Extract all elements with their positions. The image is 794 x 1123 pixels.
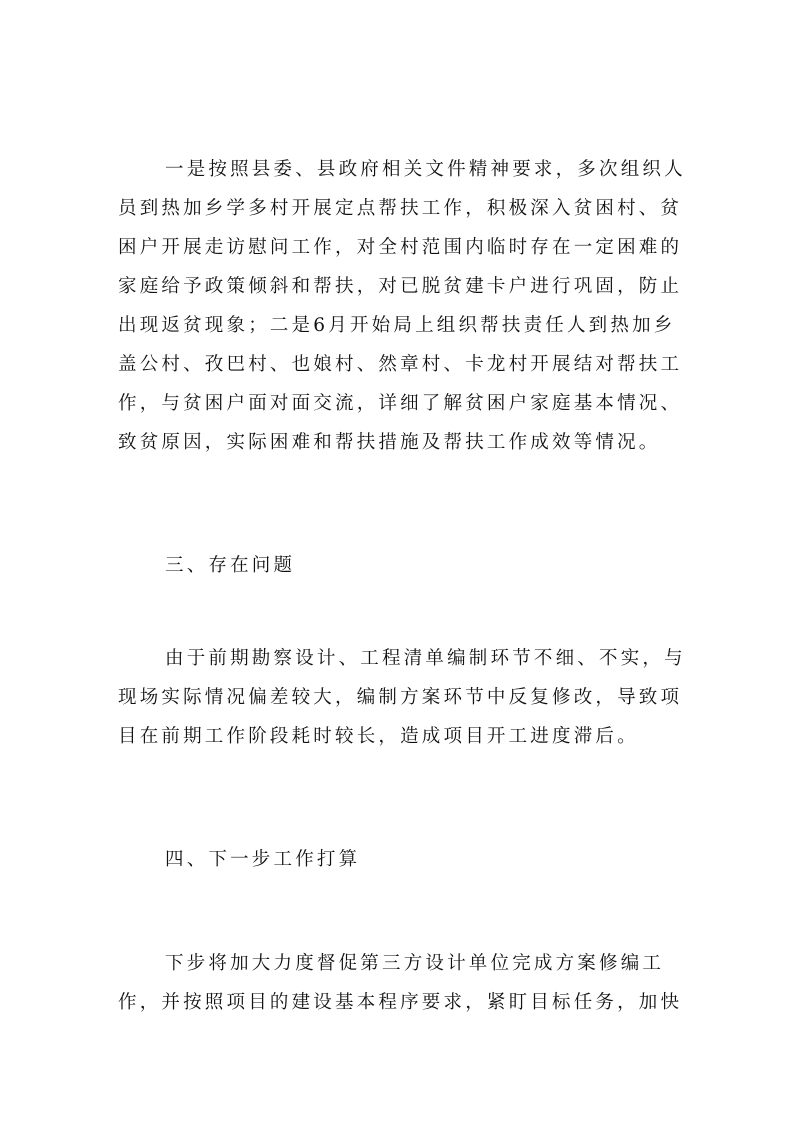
paragraph-2-line-2: 现场实际情况偏差较大，编制方案环节中反复修改，导致项	[118, 687, 683, 708]
section-heading-3: 三、存在问题	[165, 555, 296, 576]
paragraph-1-line-1: 一是按照县委、县政府相关文件精神要求，多次组织人	[165, 159, 686, 180]
paragraph-1-line-5: 出现返贫现象；二是6月开始局上组织帮扶责任人到热加乡	[118, 315, 676, 336]
paragraph-1-line-3: 困户开展走访慰问工作，对全村范围内临时存在一定困难的	[118, 237, 683, 258]
paragraph-3-line-2: 作，并按照项目的建设基本程序要求，紧盯目标任务，加快	[118, 992, 683, 1013]
paragraph-1-line-7: 作，与贫困户面对面交流，详细了解贫困户家庭基本情况、	[118, 393, 683, 414]
paragraph-2-line-3: 目在前期工作阶段耗时较长，造成项目开工进度滞后。	[118, 726, 639, 747]
paragraph-2-line-1: 由于前期勘察设计、工程清单编制环节不细、不实，与	[165, 648, 686, 669]
paragraph-3-line-1: 下步将加大力度督促第三方设计单位完成方案修编工	[165, 953, 665, 974]
paragraph-1-line-4: 家庭给予政策倾斜和帮扶，对已脱贫建卡户进行巩固，防止	[118, 276, 683, 297]
paragraph-1-line-2: 员到热加乡学多村开展定点帮扶工作，积极深入贫困村、贫	[118, 198, 683, 219]
paragraph-1-line-8: 致贫原因，实际困难和帮扶措施及帮扶工作成效等情况。	[118, 432, 661, 453]
paragraph-1-line-6: 盖公村、孜巴村、也娘村、然章村、卡龙村开展结对帮扶工	[118, 354, 683, 375]
section-heading-4: 四、下一步工作打算	[165, 849, 361, 870]
